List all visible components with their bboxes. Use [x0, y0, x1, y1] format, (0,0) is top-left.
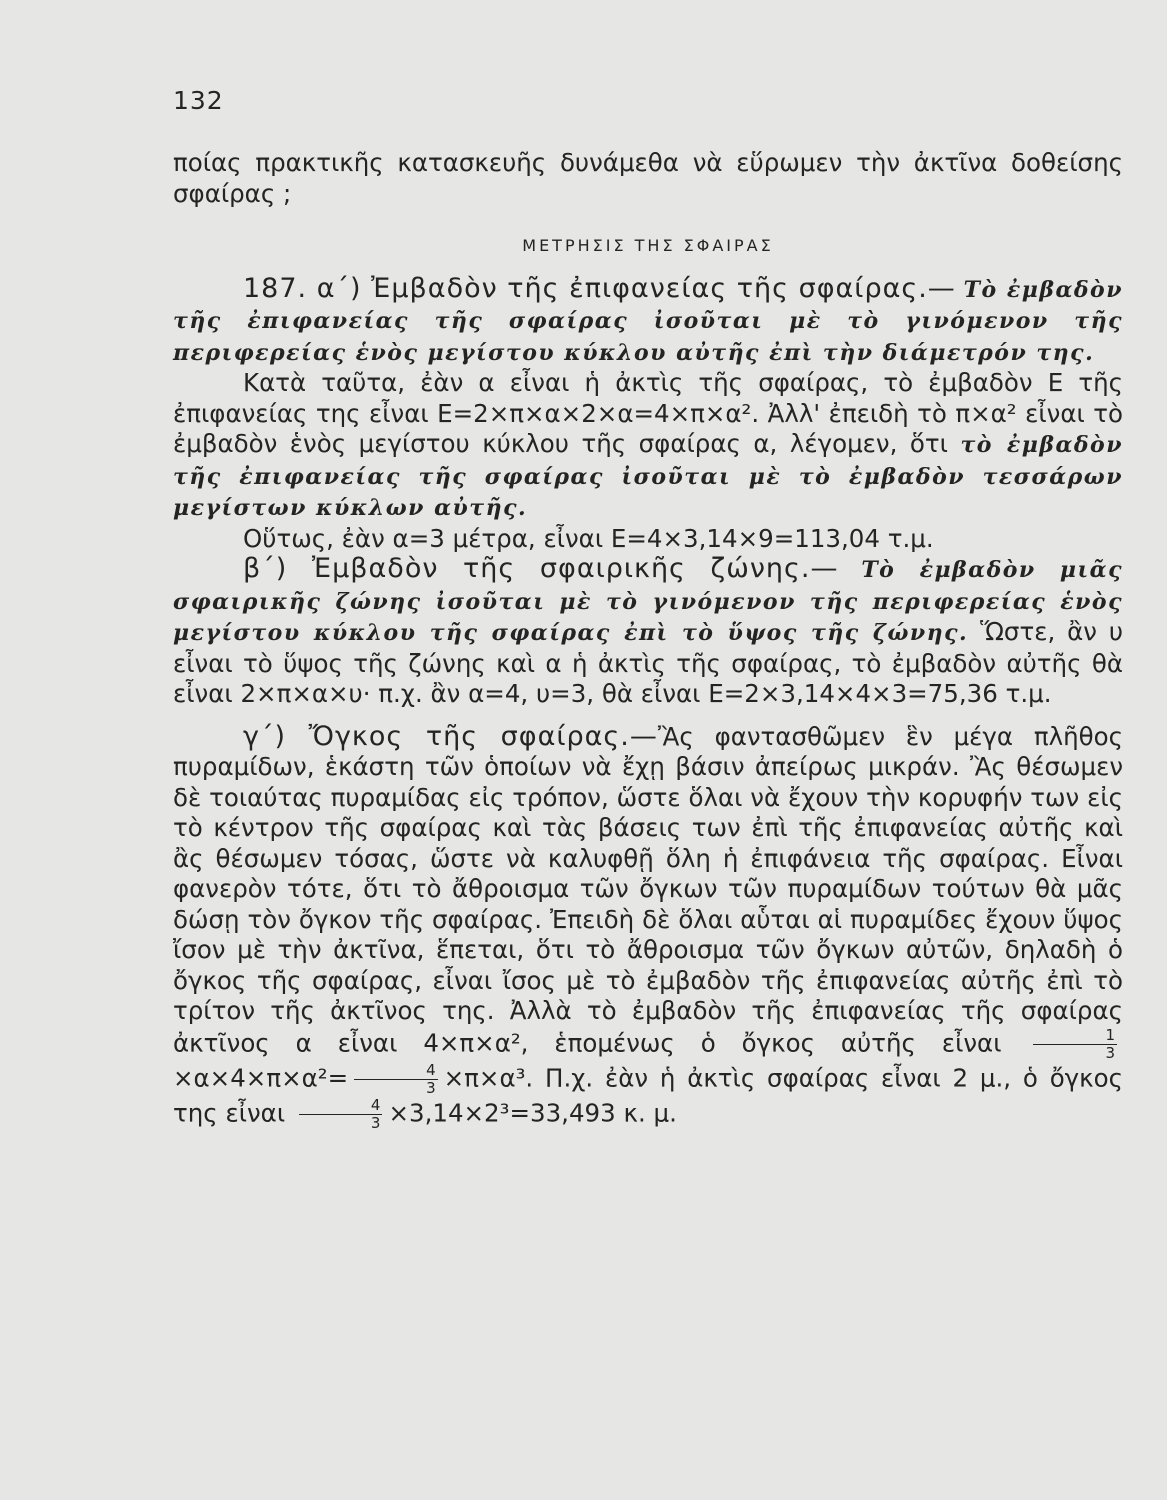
fraction-four-thirds-example	[299, 1097, 383, 1132]
section-187-conclusion: τὸ ἐμβαδὸν τῆς ἐπιφανείας τῆς σφαίρας ἰσοῦται μὲ τὸ ἐμβαδὸν τεσσάρων μεγίστων κύκλων αὐτῆς.	[173, 432, 1123, 521]
fraction-four-thirds	[354, 1062, 438, 1097]
fraction-denominator: 3	[1105, 1043, 1115, 1062]
formula-part-2: ×π×α³. Π.χ. ἐὰν ἡ ἀκτὶς σφαίρας εἶναι 2 μ., ὁ ὄγκος της εἶναι	[173, 1063, 1123, 1127]
fraction-denominator: 3	[370, 1113, 381, 1132]
intro-paragraph: ποίας πρακτικῆς κατασκευῆς δυνάμεθα νὰ εὕρωμεν τὴν ἀκτῖνα δοθείσης σφαίρας ;	[173, 148, 1123, 208]
formula-part-3: ×3,14×2³=33,493 κ. μ.	[388, 1098, 677, 1127]
section-187-title: 187. α΄) Ἐμβαδὸν τῆς ἐπιφανείας τῆς σφαίρας.—	[243, 272, 956, 304]
section-b-rule: Τὸ ἐμβαδὸν μιᾶς σφαιρικῆς ζώνης ἰσοῦται μὲ τὸ γινόμενον τῆς περιφερείας ἑνὸς μεγίστου κύκλου τῆς σφαίρας ἐπὶ τὸ ὕψος τῆς ζώνης.	[173, 557, 1123, 646]
section-b-paragraph	[173, 554, 1123, 710]
fraction-denominator: 3	[426, 1078, 436, 1097]
section-c-title: γ΄) Ὄγκος τῆς σφαίρας.—	[243, 720, 658, 752]
fraction-numerator: 4	[299, 1097, 383, 1115]
page-number: 132	[173, 86, 224, 115]
section-187-text: Κατὰ ταῦτα, ἐὰν α εἶναι ἡ ἀκτὶς τῆς σφαίρας, τὸ ἐμβαδὸν Ε τῆς ἐπιφανείας της εἶναι Ε=2×π×α×2×α=4×π×α². Ἀλλ' ἐπειδὴ τὸ π×α² εἶναι τὸ ἐμβαδὸν ἑνὸς μεγίστου κύκλου τῆς σφαίρας α, λέγομεν, ὅτι	[173, 368, 1123, 458]
section-187-explanation	[173, 368, 1123, 524]
fraction-one-third	[1033, 1027, 1117, 1062]
section-187-paragraph	[173, 274, 1123, 369]
formula-part-1: ×α×4×π×α²=	[173, 1063, 349, 1092]
fraction-numerator: 4	[354, 1062, 438, 1080]
page-body	[173, 148, 1123, 1132]
section-b-title: β΄) Ἐμβαδὸν τῆς σφαιρικῆς ζώνης.—	[243, 553, 839, 584]
section-c-text: Ἂς φαντασθῶμεν ἓν μέγα πλῆθος πυραμίδων, ἑκάστη τῶν ὁποίων νὰ ἔχῃ βάσιν ἀπείρως μικράν. Ἂς θέσωμεν δὲ τοιαύτας πυραμίδας εἰς τρόπον, ὥστε ὅλαι νὰ ἔχουν τὴν κορυφήν των εἰς τὸ κέντρον τῆς σφαίρας καὶ τὰς βάσεις των ἐπὶ τῆς ἐπιφανείας αὐτῆς καὶ ἂς θέσωμεν τόσας, ὥστε νὰ καλυφθῇ ὅλη ἡ ἐπιφάνεια τῆς σφαίρας. Εἶναι φανερὸν τότε, ὅτι τὸ ἄθροισμα τῶν ὄγκων τῶν πυραμίδων τούτων θὰ μᾶς δώσῃ τὸν ὄγκον τῆς σφαίρας. Ἐπειδὴ δὲ ὅλαι αὗται αἱ πυραμίδες ἔχουν ὕψος ἴσον μὲ τὴν ἀκτῖνα, ἕπεται, ὅτι τὸ ἄθροισμα τῶν ὄγκων αὐτῶν, δηλαδὴ ὁ ὄγκος τῆς σφαίρας, εἶναι ἴσος μὲ τὸ ἐμβαδὸν τῆς ἐπιφανείας αὐτῆς ἐπὶ τὸ τρίτον τῆς ἀκτῖνος της. Ἀλλὰ τὸ ἐμβαδὸν τῆς ἐπιφανείας τῆς σφαίρας ἀκτῖνος α εἶναι 4×π×α², ἑπομένως ὁ ὄγκος αὐτῆς εἶναι	[173, 721, 1123, 1057]
section-b-text: Ὥστε, ἂν υ εἶναι τὸ ὕψος τῆς ζώνης καὶ α ἡ ἀκτὶς τῆς σφαίρας, τὸ ἐμβαδὸν αὐτῆς θὰ εἶναι 2×π×α×υ· π.χ. ἂν α=4, υ=3, θὰ εἶναι Ε=2×3,14×4×3=75,36 τ.μ.	[173, 617, 1124, 708]
section-187-example: Οὕτως, ἐὰν α=3 μέτρα, εἶναι Ε=4×3,14×9=113,04 τ.μ.	[243, 523, 934, 553]
fraction-numerator: 1	[1033, 1027, 1117, 1045]
section-c-paragraph	[173, 722, 1123, 1132]
section-187-rule: Τὸ ἐμβαδὸν τῆς ἐπιφανείας τῆς σφαίρας ἰσοῦται μὲ τὸ γινόμενον τῆς περιφερείας ἑνὸς μεγίστου κύκλου αὐτῆς ἐπὶ τὴν διάμετρόν της.	[173, 276, 1123, 366]
section-heading: ΜΕΤΡΗΣΙΣ ΤΗΣ ΣΦΑΙΡΑΣ	[522, 236, 774, 255]
